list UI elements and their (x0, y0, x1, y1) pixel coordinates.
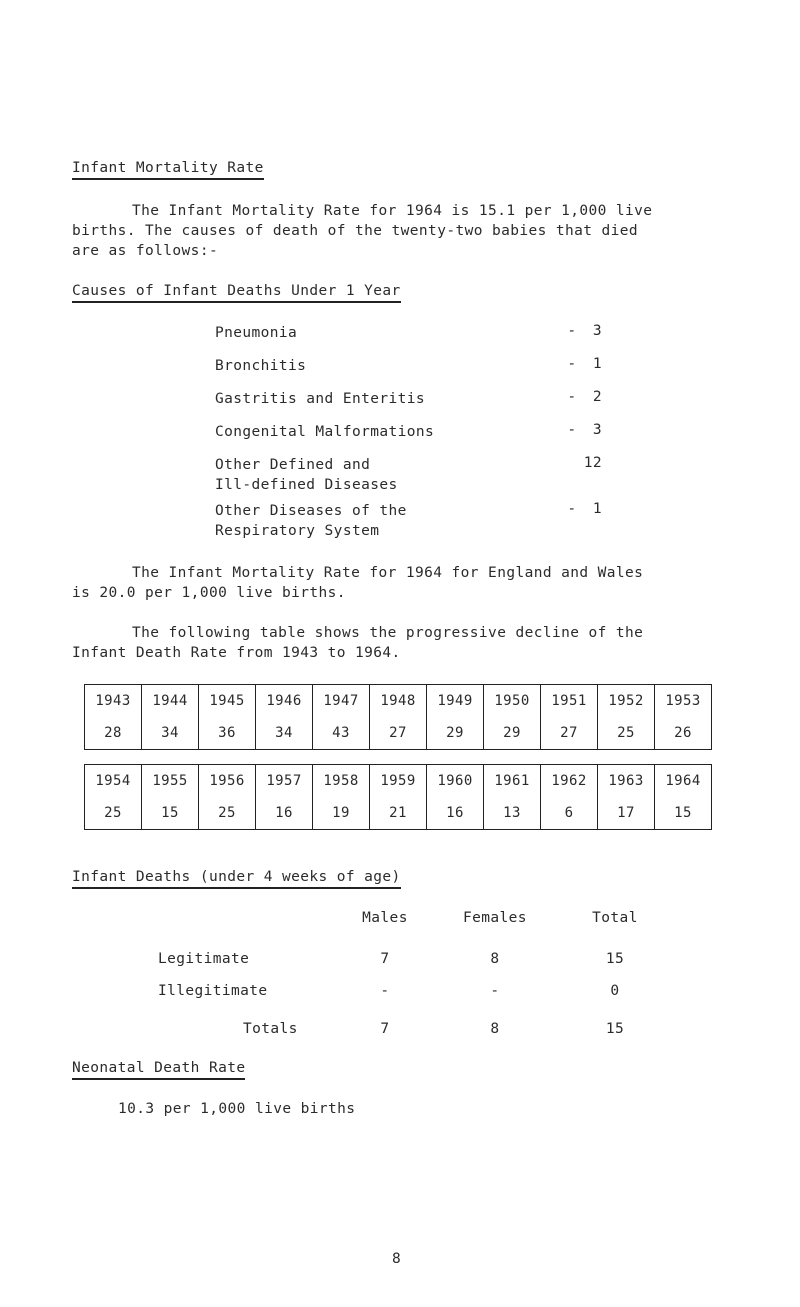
cause-dash: - (567, 323, 577, 339)
cause-count: 2 (592, 389, 602, 405)
year-cell: 1961 (484, 765, 541, 798)
cause-label-continued: Respiratory System (215, 523, 380, 539)
row-label-legitimate: Legitimate (158, 951, 250, 967)
rate-cell: 27 (541, 717, 598, 750)
cause-dash: - (567, 501, 577, 517)
rate-cell: 13 (484, 797, 541, 830)
cause-label: Other Defined and (215, 457, 371, 473)
rate-cell: 15 (142, 797, 199, 830)
cell-males: - (380, 983, 390, 999)
year-cell: 1952 (598, 685, 655, 718)
intro-line-2: births. The causes of death of the twenty-two babies that died (72, 223, 639, 239)
year-cell: 1950 (484, 685, 541, 718)
causes-heading: Causes of Infant Deaths Under 1 Year (72, 283, 401, 303)
cause-count: 3 (592, 323, 602, 339)
year-cell: 1951 (541, 685, 598, 718)
cell-total: 15 (605, 951, 625, 967)
rate-cell: 16 (427, 797, 484, 830)
intro-line-1: The Infant Mortality Rate for 1964 is 15.1 per 1,000 live (132, 203, 653, 219)
cause-label: Other Diseases of the (215, 503, 407, 519)
rate-cell: 16 (256, 797, 313, 830)
cause-dash: - (567, 422, 577, 438)
rate-cell: 25 (199, 797, 256, 830)
rate-cell: 25 (598, 717, 655, 750)
year-cell: 1953 (655, 685, 712, 718)
year-cell: 1962 (541, 765, 598, 798)
year-cell: 1949 (427, 685, 484, 718)
year-cell: 1954 (85, 765, 142, 798)
england-wales-line-2: is 20.0 per 1,000 live births. (72, 585, 346, 601)
cause-count: 3 (592, 422, 602, 438)
rate-cell: 29 (427, 717, 484, 750)
cell-total: 15 (605, 1021, 625, 1037)
rate-cell: 34 (256, 717, 313, 750)
deaths-heading: Infant Deaths (under 4 weeks of age) (72, 869, 401, 889)
cause-dash: - (567, 389, 577, 405)
rate-cell: 34 (142, 717, 199, 750)
neonatal-value: 10.3 per 1,000 live births (118, 1101, 356, 1117)
cause-count: 12 (583, 455, 602, 471)
cause-label: Congenital Malformations (215, 424, 435, 440)
year-cell: 1956 (199, 765, 256, 798)
rate-cell: 36 (199, 717, 256, 750)
cell-females: - (490, 983, 500, 999)
intro-line-3: are as follows:- (72, 243, 219, 259)
rate-cell: 29 (484, 717, 541, 750)
year-cell: 1958 (313, 765, 370, 798)
cause-label: Bronchitis (215, 358, 307, 374)
rate-cell: 43 (313, 717, 370, 750)
rate-cell: 15 (655, 797, 712, 830)
rate-cell: 17 (598, 797, 655, 830)
year-cell: 1960 (427, 765, 484, 798)
header-males: Males (362, 910, 408, 926)
cell-males: 7 (380, 1021, 390, 1037)
cause-count: 1 (592, 356, 602, 372)
cause-label: Pneumonia (215, 325, 298, 341)
cause-label: Gastritis and Enteritis (215, 391, 425, 407)
year-cell: 1945 (199, 685, 256, 718)
rate-cell: 21 (370, 797, 427, 830)
row-label-illegitimate: Illegitimate (158, 983, 268, 999)
rate-table-1954-1964 (84, 764, 712, 830)
cell-females: 8 (490, 1021, 500, 1037)
cell-total: 0 (610, 983, 620, 999)
cell-females: 8 (490, 951, 500, 967)
year-cell: 1957 (256, 765, 313, 798)
england-wales-line-1: The Infant Mortality Rate for 1964 for England and Wales (132, 565, 644, 581)
year-cell: 1955 (142, 765, 199, 798)
cause-dash: - (567, 356, 577, 372)
cell-males: 7 (380, 951, 390, 967)
rate-cell: 26 (655, 717, 712, 750)
year-cell: 1959 (370, 765, 427, 798)
page-title: Infant Mortality Rate (72, 160, 264, 180)
rate-cell: 6 (541, 797, 598, 830)
rate-cell: 27 (370, 717, 427, 750)
cause-count: 1 (592, 501, 602, 517)
rate-table-1943-1953 (84, 684, 712, 750)
year-cell: 1946 (256, 685, 313, 718)
row-label-totals: Totals (243, 1021, 298, 1037)
year-cell: 1947 (313, 685, 370, 718)
rate-cell: 19 (313, 797, 370, 830)
year-cell: 1948 (370, 685, 427, 718)
rate-cell: 28 (85, 717, 142, 750)
year-cell: 1964 (655, 765, 712, 798)
neonatal-heading: Neonatal Death Rate (72, 1060, 245, 1080)
year-cell: 1944 (142, 685, 199, 718)
page-number: 8 (392, 1251, 402, 1267)
header-total: Total (592, 910, 638, 926)
decline-line-2: Infant Death Rate from 1943 to 1964. (72, 645, 401, 661)
year-cell: 1943 (85, 685, 142, 718)
year-cell: 1963 (598, 765, 655, 798)
rate-cell: 25 (85, 797, 142, 830)
decline-line-1: The following table shows the progressive decline of the (132, 625, 644, 641)
header-females: Females (463, 910, 527, 926)
cause-label-continued: Ill-defined Diseases (215, 477, 398, 493)
